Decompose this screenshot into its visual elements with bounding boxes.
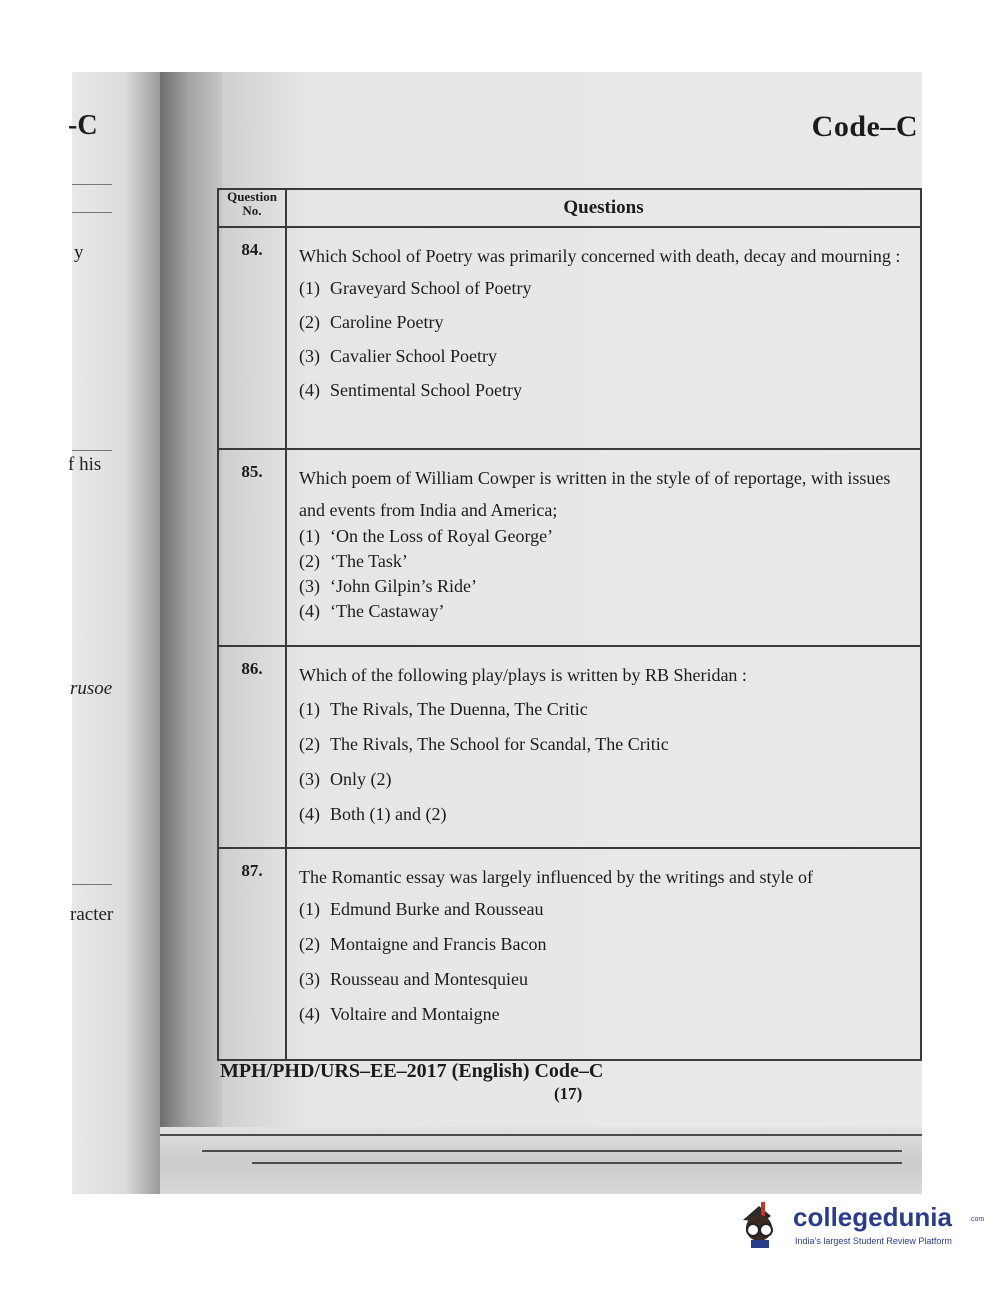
option-label: (2) — [299, 734, 320, 754]
question-row-87 — [218, 848, 921, 1060]
option-label: (2) — [299, 312, 320, 332]
page-edge-line — [252, 1162, 902, 1164]
option — [299, 769, 920, 790]
option-label: (4) — [299, 804, 320, 824]
option-label: (1) — [299, 526, 320, 546]
question-number: 85. — [218, 449, 286, 646]
option-text: Graveyard School of Poetry — [330, 278, 532, 298]
option-label: (2) — [299, 934, 320, 954]
divider — [72, 450, 112, 451]
option — [299, 1004, 920, 1025]
brand-domain: .com — [969, 1216, 985, 1223]
collegedunia-watermark — [737, 1198, 985, 1258]
margin-fragment: y — [74, 242, 84, 263]
option-text: Rousseau and Montesquieu — [330, 969, 528, 989]
scanned-page — [68, 72, 922, 1194]
option — [299, 804, 920, 825]
divider — [72, 884, 112, 885]
option — [299, 699, 920, 720]
page-number: (17) — [554, 1084, 583, 1103]
margin-fragment: racter — [70, 904, 114, 925]
option — [299, 934, 920, 955]
option-label: (3) — [299, 576, 320, 596]
brand-tagline: India’s largest Student Review Platform — [795, 1236, 952, 1246]
header-code-right: Code–C — [811, 110, 918, 143]
question-number: 87. — [218, 848, 286, 1060]
question-row-85 — [218, 449, 921, 646]
question-row-86 — [218, 646, 921, 848]
margin-fragment: f his — [68, 454, 102, 475]
question-text: Which School of Poetry was primarily concerned with death, decay and mourning : — [299, 246, 901, 266]
previous-page-strip — [68, 72, 160, 1194]
option-label: (1) — [299, 278, 320, 298]
header-code-left: -C — [68, 110, 98, 141]
page-edge-line — [202, 1150, 902, 1152]
option — [299, 576, 920, 597]
question-number: 84. — [218, 227, 286, 449]
page-edge-stack — [160, 1127, 922, 1194]
option-text: Both (1) and (2) — [330, 804, 447, 824]
option-text: Montaigne and Francis Bacon — [330, 934, 547, 954]
option — [299, 312, 920, 333]
mascot-icon — [737, 1198, 791, 1254]
option-text: ‘On the Loss of Royal George’ — [330, 526, 554, 546]
option — [299, 601, 920, 622]
questions-table — [217, 188, 922, 1061]
question-number: 86. — [218, 646, 286, 848]
option-label: (3) — [299, 969, 320, 989]
question-text: Which poem of William Cowper is written in the style of of reportage, with issues and events from India and America; — [299, 468, 891, 520]
column-header-questions: Questions — [286, 189, 921, 227]
question-body — [286, 848, 921, 1060]
divider — [72, 212, 112, 213]
option-text: Cavalier School Poetry — [330, 346, 497, 366]
option — [299, 380, 920, 401]
option-text: Edmund Burke and Rousseau — [330, 899, 544, 919]
option — [299, 899, 920, 920]
option — [299, 551, 920, 572]
option-text: Sentimental School Poetry — [330, 380, 522, 400]
option-text: The Rivals, The Duenna, The Critic — [330, 699, 588, 719]
option-text: Caroline Poetry — [330, 312, 444, 332]
option-text: ‘The Castaway’ — [330, 601, 445, 621]
footer-exam-code: MPH/PHD/URS–EE–2017 (English) Code–C — [220, 1060, 604, 1082]
option-label: (3) — [299, 769, 320, 789]
option-text: The Rivals, The School for Scandal, The Critic — [330, 734, 669, 754]
option-text: Only (2) — [330, 769, 392, 789]
page-edge-line — [160, 1134, 922, 1136]
option-label: (4) — [299, 380, 320, 400]
option-label: (1) — [299, 699, 320, 719]
table-header-row — [218, 189, 921, 227]
question-text: The Romantic essay was largely influenced by the writings and style of — [299, 867, 814, 887]
option-label: (4) — [299, 1004, 320, 1024]
option-text: Voltaire and Montaigne — [330, 1004, 500, 1024]
option — [299, 969, 920, 990]
question-body — [286, 449, 921, 646]
option — [299, 346, 920, 367]
margin-fragment: rusoe — [70, 678, 113, 699]
question-row-84 — [218, 227, 921, 449]
question-text: Which of the following play/plays is written by RB Sheridan : — [299, 665, 747, 685]
question-body — [286, 227, 921, 449]
option — [299, 734, 920, 755]
option-label: (2) — [299, 551, 320, 571]
option-label: (4) — [299, 601, 320, 621]
divider — [72, 184, 112, 185]
option-label: (1) — [299, 899, 320, 919]
option-label: (3) — [299, 346, 320, 366]
option-text: ‘John Gilpin’s Ride’ — [330, 576, 477, 596]
option-text: ‘The Task’ — [330, 551, 408, 571]
option — [299, 278, 920, 299]
option — [299, 526, 920, 547]
brand-name: collegedunia — [793, 1202, 952, 1232]
column-header-question-no: Question No. — [218, 189, 286, 227]
question-body — [286, 646, 921, 848]
